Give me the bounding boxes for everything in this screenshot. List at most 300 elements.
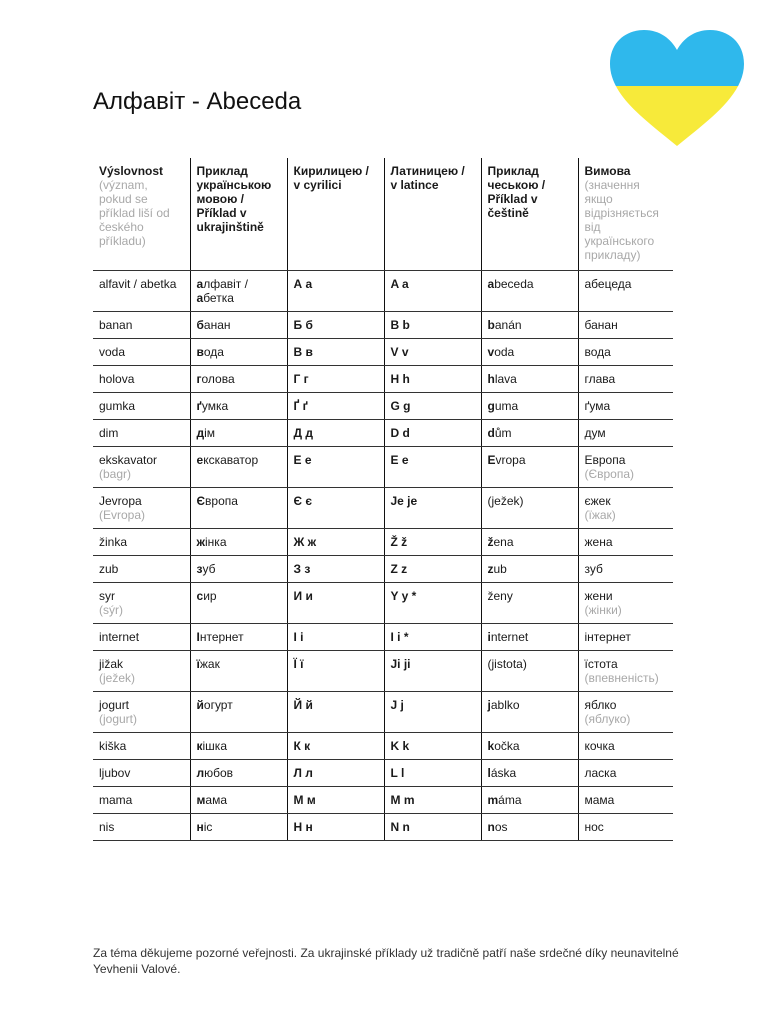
pronunciation-cyrillic-text: дум bbox=[584, 426, 606, 440]
ukrainian-example-cell bbox=[190, 583, 287, 624]
pronunciation-cyrillic-meaning: (їжак) bbox=[584, 508, 616, 522]
latin-letter: Ji ji bbox=[390, 657, 411, 671]
highlighted-letter: m bbox=[487, 793, 499, 807]
pronunciation-cyrillic-cell bbox=[578, 651, 673, 692]
column-header-label: Приклад чеською / Příklad v češtině bbox=[487, 164, 546, 220]
example-rest: oda bbox=[494, 345, 515, 359]
highlighted-letter: n bbox=[487, 820, 495, 834]
example-rest: іс bbox=[203, 820, 213, 834]
czech-example-cell bbox=[481, 271, 578, 312]
czech-example-cell bbox=[481, 733, 578, 760]
pronunciation-meaning: (jogurt) bbox=[99, 712, 138, 726]
pronunciation-text: internet bbox=[99, 630, 140, 644]
czech-example-cell bbox=[481, 420, 578, 447]
pronunciation-text: gumka bbox=[99, 399, 136, 413]
latin-letter: Y y * bbox=[390, 589, 417, 603]
latin-cell bbox=[384, 733, 481, 760]
pronunciation-cyrillic-text: єжек bbox=[584, 494, 611, 508]
pronunciation-cyrillic-text: ласка bbox=[584, 766, 617, 780]
latin-cell bbox=[384, 624, 481, 651]
pronunciation-cyrillic-cell bbox=[578, 787, 673, 814]
cyrillic-cell bbox=[287, 312, 384, 339]
pronunciation-cell bbox=[93, 488, 190, 529]
example-rest: вропа bbox=[205, 494, 238, 508]
pronunciation-cyrillic-cell bbox=[578, 733, 673, 760]
pronunciation-cyrillic-text: кочка bbox=[584, 739, 615, 753]
pronunciation-text: žinka bbox=[99, 535, 128, 549]
highlighted-letter: е bbox=[196, 453, 204, 467]
highlighted-letter: к bbox=[196, 739, 203, 753]
pronunciation-cyrillic-text: вода bbox=[584, 345, 611, 359]
example-rest: áska bbox=[490, 766, 517, 780]
example-rest: огурт bbox=[203, 698, 233, 712]
cyrillic-letter: Й й bbox=[293, 698, 313, 712]
ukrainian-example-cell bbox=[190, 393, 287, 420]
pronunciation-text: voda bbox=[99, 345, 126, 359]
highlighted-letter: j bbox=[487, 698, 491, 712]
example-rest: áma bbox=[498, 793, 522, 807]
highlighted-letter: в bbox=[196, 345, 204, 359]
cyrillic-letter: Г г bbox=[293, 372, 309, 386]
pronunciation-cyrillic-text: жени bbox=[584, 589, 613, 603]
pronunciation-text: jogurt bbox=[99, 698, 130, 712]
highlighted-letter: h bbox=[487, 372, 495, 386]
latin-cell bbox=[384, 339, 481, 366]
example-rest: anán bbox=[494, 318, 522, 332]
pronunciation-cyrillic-cell bbox=[578, 420, 673, 447]
alphabet-table bbox=[93, 158, 673, 841]
table-row bbox=[93, 339, 673, 366]
column-header-note: (význam, pokud se příklad liší od českého příkladu) bbox=[99, 178, 170, 248]
table-row bbox=[93, 733, 673, 760]
czech-example-cell bbox=[481, 651, 578, 692]
latin-cell bbox=[384, 760, 481, 787]
ukrainian-example-cell bbox=[190, 624, 287, 651]
cyrillic-letter: В в bbox=[293, 345, 313, 359]
highlighted-letter: а bbox=[196, 277, 204, 291]
cyrillic-cell bbox=[287, 760, 384, 787]
highlighted-letter: ž bbox=[487, 535, 494, 549]
latin-letter: J j bbox=[390, 698, 404, 712]
pronunciation-cyrillic-cell bbox=[578, 760, 673, 787]
example-rest: умка bbox=[201, 399, 229, 413]
example-rest: vropa bbox=[495, 453, 526, 467]
example-rest: os bbox=[494, 820, 508, 834]
highlighted-letter: ж bbox=[196, 535, 206, 549]
pronunciation-cell bbox=[93, 760, 190, 787]
column-header bbox=[578, 158, 673, 271]
pronunciation-cyrillic-cell bbox=[578, 583, 673, 624]
table-row bbox=[93, 583, 673, 624]
highlighted-letter: k bbox=[487, 739, 495, 753]
heart-yellow-half bbox=[608, 86, 746, 148]
cyrillic-cell bbox=[287, 624, 384, 651]
pronunciation-cyrillic-cell bbox=[578, 312, 673, 339]
column-header-note: (значення якщо відрізняється від українського прикладу) bbox=[584, 178, 659, 262]
example-rest: ženy bbox=[487, 589, 513, 603]
highlighted-letter: д bbox=[196, 426, 205, 440]
highlighted-letter: І bbox=[196, 630, 200, 644]
example-rest: (jistota) bbox=[487, 657, 527, 671]
pronunciation-text: zub bbox=[99, 562, 119, 576]
example-rest: nternet bbox=[490, 630, 529, 644]
column-header bbox=[287, 158, 384, 271]
cyrillic-cell bbox=[287, 733, 384, 760]
example-rest: beceda bbox=[494, 277, 534, 291]
table-row bbox=[93, 488, 673, 529]
ukrainian-example-cell bbox=[190, 529, 287, 556]
cyrillic-cell bbox=[287, 787, 384, 814]
pronunciation-cell bbox=[93, 447, 190, 488]
pronunciation-text: mama bbox=[99, 793, 133, 807]
example-rest: ода bbox=[203, 345, 224, 359]
table-row bbox=[93, 271, 673, 312]
pronunciation-cell bbox=[93, 733, 190, 760]
pronunciation-text: dim bbox=[99, 426, 119, 440]
latin-letter: V v bbox=[390, 345, 409, 359]
ukrainian-example-cell bbox=[190, 692, 287, 733]
column-header bbox=[384, 158, 481, 271]
latin-letter: Je je bbox=[390, 494, 418, 508]
table-row bbox=[93, 787, 673, 814]
pronunciation-text: ekskavator bbox=[99, 453, 158, 467]
pronunciation-cyrillic-cell bbox=[578, 624, 673, 651]
cyrillic-cell bbox=[287, 488, 384, 529]
pronunciation-cell bbox=[93, 366, 190, 393]
pronunciation-meaning: (ježek) bbox=[99, 671, 136, 685]
ukrainian-example-cell bbox=[190, 312, 287, 339]
example-rest: ům bbox=[494, 426, 512, 440]
highlighted-letter: d bbox=[487, 426, 495, 440]
pronunciation-cyrillic-meaning: (яблуко) bbox=[584, 712, 631, 726]
czech-example-cell bbox=[481, 787, 578, 814]
footer-note: Za téma děkujeme pozorné veřejnosti. Za ukrajinské příklady už tradičně patří naše srdečné díky neunavitelné Yevhenii Valové. bbox=[93, 946, 679, 976]
column-header-label: Výslovnost bbox=[99, 164, 164, 178]
highlighted-letter: з bbox=[196, 562, 203, 576]
cyrillic-cell bbox=[287, 420, 384, 447]
pronunciation-text: kiška bbox=[99, 739, 127, 753]
example-rest: ім bbox=[204, 426, 216, 440]
latin-letter: K k bbox=[390, 739, 410, 753]
cyrillic-letter: Д д bbox=[293, 426, 313, 440]
czech-example-cell bbox=[481, 760, 578, 787]
pronunciation-cell bbox=[93, 339, 190, 366]
example-rest: ablko bbox=[490, 698, 520, 712]
latin-cell bbox=[384, 692, 481, 733]
cyrillic-cell bbox=[287, 556, 384, 583]
latin-letter: M m bbox=[390, 793, 415, 807]
czech-example-cell bbox=[481, 814, 578, 841]
pronunciation-cyrillic-text: Европа bbox=[584, 453, 626, 467]
latin-cell bbox=[384, 366, 481, 393]
latin-letter: H h bbox=[390, 372, 410, 386]
pronunciation-cyrillic-cell bbox=[578, 447, 673, 488]
example-rest: інка bbox=[205, 535, 227, 549]
cyrillic-letter: М м bbox=[293, 793, 316, 807]
latin-letter: Ž ž bbox=[390, 535, 408, 549]
pronunciation-cyrillic-cell bbox=[578, 529, 673, 556]
latin-letter: Z z bbox=[390, 562, 408, 576]
highlighted-letter: ї bbox=[196, 657, 200, 671]
pronunciation-cyrillic-meaning: (жінки) bbox=[584, 603, 622, 617]
column-header bbox=[481, 158, 578, 271]
latin-letter: D d bbox=[390, 426, 410, 440]
highlighted-letter: z bbox=[487, 562, 494, 576]
cyrillic-cell bbox=[287, 339, 384, 366]
cyrillic-cell bbox=[287, 447, 384, 488]
cyrillic-letter: І і bbox=[293, 630, 304, 644]
pronunciation-cyrillic-text: інтернет bbox=[584, 630, 631, 644]
czech-example-cell bbox=[481, 692, 578, 733]
czech-example-cell bbox=[481, 583, 578, 624]
table-row bbox=[93, 556, 673, 583]
pronunciation-cell bbox=[93, 692, 190, 733]
example-rest: уб bbox=[202, 562, 216, 576]
highlighted-letter: b bbox=[487, 318, 495, 332]
example-rest: očka bbox=[494, 739, 520, 753]
example-rest: олова bbox=[201, 372, 235, 386]
pronunciation-cyrillic-text: зуб bbox=[584, 562, 603, 576]
table-row bbox=[93, 366, 673, 393]
column-header-label: Вимова bbox=[584, 164, 631, 178]
cyrillic-cell bbox=[287, 692, 384, 733]
highlighted-letter: E bbox=[487, 453, 496, 467]
pronunciation-text: jižak bbox=[99, 657, 124, 671]
example-rest: анан bbox=[203, 318, 231, 332]
czech-example-cell bbox=[481, 488, 578, 529]
heart-blue-half bbox=[608, 28, 746, 86]
pronunciation-text: Jevropa bbox=[99, 494, 142, 508]
column-header bbox=[190, 158, 287, 271]
czech-example-cell bbox=[481, 529, 578, 556]
example-rest: ир bbox=[203, 589, 217, 603]
example-rest: юбов bbox=[204, 766, 234, 780]
highlighted-letter: l bbox=[487, 766, 491, 780]
highlighted-letter: ґ bbox=[196, 399, 202, 413]
cyrillic-letter: Є є bbox=[293, 494, 312, 508]
ukrainian-example-cell bbox=[190, 271, 287, 312]
pronunciation-meaning: (sýr) bbox=[99, 603, 123, 617]
table-row bbox=[93, 529, 673, 556]
latin-cell bbox=[384, 529, 481, 556]
ukrainian-example-cell bbox=[190, 339, 287, 366]
pronunciation-cell bbox=[93, 651, 190, 692]
ukrainian-example-cell bbox=[190, 787, 287, 814]
cyrillic-cell bbox=[287, 393, 384, 420]
pronunciation-cyrillic-text: їстота bbox=[584, 657, 618, 671]
table-body bbox=[93, 271, 673, 841]
example-rest: lava bbox=[494, 372, 517, 386]
latin-letter: G g bbox=[390, 399, 411, 413]
cyrillic-cell bbox=[287, 583, 384, 624]
pronunciation-cyrillic-text: банан bbox=[584, 318, 618, 332]
latin-cell bbox=[384, 556, 481, 583]
pronunciation-meaning: (bagr) bbox=[99, 467, 132, 481]
highlighted-letter: a bbox=[487, 277, 495, 291]
latin-letter: A a bbox=[390, 277, 409, 291]
highlighted-letter: g bbox=[487, 399, 495, 413]
pronunciation-cell bbox=[93, 312, 190, 339]
highlighted-letter: л bbox=[196, 766, 205, 780]
example-rest: ena bbox=[493, 535, 514, 549]
table-row bbox=[93, 760, 673, 787]
pronunciation-cyrillic-text: глава bbox=[584, 372, 616, 386]
cyrillic-letter: Е е bbox=[293, 453, 312, 467]
pronunciation-cyrillic-cell bbox=[578, 271, 673, 312]
highlighted-letter: Є bbox=[196, 494, 206, 508]
example-rest: ама bbox=[205, 793, 227, 807]
page-title: Алфавіт - Abeceda bbox=[93, 88, 302, 115]
pronunciation-cell bbox=[93, 556, 190, 583]
latin-cell bbox=[384, 583, 481, 624]
cyrillic-letter: Л л bbox=[293, 766, 313, 780]
cyrillic-letter: А а bbox=[293, 277, 313, 291]
latin-cell bbox=[384, 651, 481, 692]
cyrillic-letter: Б б bbox=[293, 318, 313, 332]
pronunciation-cell bbox=[93, 529, 190, 556]
table-row bbox=[93, 312, 673, 339]
example-rest: кскаватор bbox=[203, 453, 259, 467]
pronunciation-cyrillic-cell bbox=[578, 556, 673, 583]
highlighted-letter: м bbox=[196, 793, 206, 807]
column-header-label: Приклад українською мовою / Příklad v ukrajinštině bbox=[196, 164, 272, 234]
cyrillic-letter: Ї ї bbox=[293, 657, 304, 671]
table-row bbox=[93, 651, 673, 692]
highlighted-letter: а bbox=[196, 291, 204, 305]
ukrainian-example-cell bbox=[190, 651, 287, 692]
example-rest: бетка bbox=[203, 291, 234, 305]
pronunciation-cell bbox=[93, 420, 190, 447]
table-row bbox=[93, 624, 673, 651]
cyrillic-letter: Ґ ґ bbox=[293, 399, 309, 413]
example-rest: нтернет bbox=[199, 630, 244, 644]
pronunciation-cell bbox=[93, 583, 190, 624]
czech-example-cell bbox=[481, 339, 578, 366]
pronunciation-text: nis bbox=[99, 820, 115, 834]
czech-example-cell bbox=[481, 312, 578, 339]
pronunciation-cyrillic-text: абецеда bbox=[584, 277, 632, 291]
highlighted-letter: н bbox=[196, 820, 204, 834]
example-rest: жак bbox=[199, 657, 220, 671]
cyrillic-cell bbox=[287, 529, 384, 556]
cyrillic-cell bbox=[287, 271, 384, 312]
latin-cell bbox=[384, 271, 481, 312]
pronunciation-cyrillic-cell bbox=[578, 488, 673, 529]
table-row bbox=[93, 420, 673, 447]
ukrainian-example-cell bbox=[190, 760, 287, 787]
cyrillic-letter: И и bbox=[293, 589, 313, 603]
latin-cell bbox=[384, 488, 481, 529]
table-header-row bbox=[93, 158, 673, 271]
cyrillic-letter: Ж ж bbox=[293, 535, 317, 549]
latin-cell bbox=[384, 814, 481, 841]
cyrillic-letter: З з bbox=[293, 562, 311, 576]
ukrainian-example-cell bbox=[190, 447, 287, 488]
ukraine-heart-icon bbox=[608, 28, 746, 148]
pronunciation-cyrillic-meaning: (Європа) bbox=[584, 467, 635, 481]
pronunciation-text: ljubov bbox=[99, 766, 131, 780]
example-rest: ішка bbox=[202, 739, 227, 753]
highlighted-letter: б bbox=[196, 318, 204, 332]
latin-cell bbox=[384, 312, 481, 339]
pronunciation-cyrillic-meaning: (впевненість) bbox=[584, 671, 659, 685]
ukrainian-example-cell bbox=[190, 366, 287, 393]
pronunciation-cell bbox=[93, 393, 190, 420]
pronunciation-text: banan bbox=[99, 318, 133, 332]
pronunciation-cell bbox=[93, 271, 190, 312]
highlighted-letter: i bbox=[487, 630, 491, 644]
highlighted-letter: с bbox=[196, 589, 204, 603]
example-rest: лфавіт / bbox=[203, 277, 248, 291]
pronunciation-cyrillic-text: яблко bbox=[584, 698, 617, 712]
pronunciation-cyrillic-cell bbox=[578, 366, 673, 393]
pronunciation-cyrillic-text: жена bbox=[584, 535, 613, 549]
column-header bbox=[93, 158, 190, 271]
column-header-label: Латиницею / v latince bbox=[390, 164, 465, 192]
cyrillic-cell bbox=[287, 651, 384, 692]
pronunciation-cyrillic-cell bbox=[578, 339, 673, 366]
ukrainian-example-cell bbox=[190, 733, 287, 760]
latin-letter: E e bbox=[390, 453, 409, 467]
table-row bbox=[93, 814, 673, 841]
pronunciation-meaning: (Evropa) bbox=[99, 508, 146, 522]
czech-example-cell bbox=[481, 393, 578, 420]
cyrillic-letter: Н н bbox=[293, 820, 313, 834]
pronunciation-cyrillic-text: ґума bbox=[584, 399, 611, 413]
highlighted-letter: г bbox=[196, 372, 202, 386]
example-rest: (ježek) bbox=[487, 494, 524, 508]
ukrainian-example-cell bbox=[190, 420, 287, 447]
cyrillic-letter: К к bbox=[293, 739, 311, 753]
latin-letter: L l bbox=[390, 766, 405, 780]
table-row bbox=[93, 393, 673, 420]
czech-example-cell bbox=[481, 556, 578, 583]
pronunciation-cell bbox=[93, 787, 190, 814]
pronunciation-cyrillic-text: мама bbox=[584, 793, 615, 807]
cyrillic-cell bbox=[287, 366, 384, 393]
pronunciation-cell bbox=[93, 814, 190, 841]
cyrillic-cell bbox=[287, 814, 384, 841]
pronunciation-cyrillic-text: нос bbox=[584, 820, 604, 834]
czech-example-cell bbox=[481, 624, 578, 651]
example-rest: ub bbox=[493, 562, 507, 576]
czech-example-cell bbox=[481, 447, 578, 488]
latin-cell bbox=[384, 787, 481, 814]
pronunciation-text: alfavit / abetka bbox=[99, 277, 177, 291]
pronunciation-cell bbox=[93, 624, 190, 651]
ukrainian-example-cell bbox=[190, 556, 287, 583]
ukrainian-example-cell bbox=[190, 488, 287, 529]
latin-cell bbox=[384, 393, 481, 420]
latin-cell bbox=[384, 420, 481, 447]
latin-cell bbox=[384, 447, 481, 488]
column-header-label: Кирилицею / v cyrilici bbox=[293, 164, 369, 192]
latin-letter: I i * bbox=[390, 630, 409, 644]
pronunciation-text: holova bbox=[99, 372, 135, 386]
pronunciation-cyrillic-cell bbox=[578, 692, 673, 733]
table-row bbox=[93, 447, 673, 488]
example-rest: uma bbox=[494, 399, 519, 413]
czech-example-cell bbox=[481, 366, 578, 393]
latin-letter: B b bbox=[390, 318, 410, 332]
latin-letter: N n bbox=[390, 820, 410, 834]
ukrainian-example-cell bbox=[190, 814, 287, 841]
table-row bbox=[93, 692, 673, 733]
pronunciation-cyrillic-cell bbox=[578, 814, 673, 841]
pronunciation-text: syr bbox=[99, 589, 115, 603]
pronunciation-cyrillic-cell bbox=[578, 393, 673, 420]
highlighted-letter: v bbox=[487, 345, 495, 359]
